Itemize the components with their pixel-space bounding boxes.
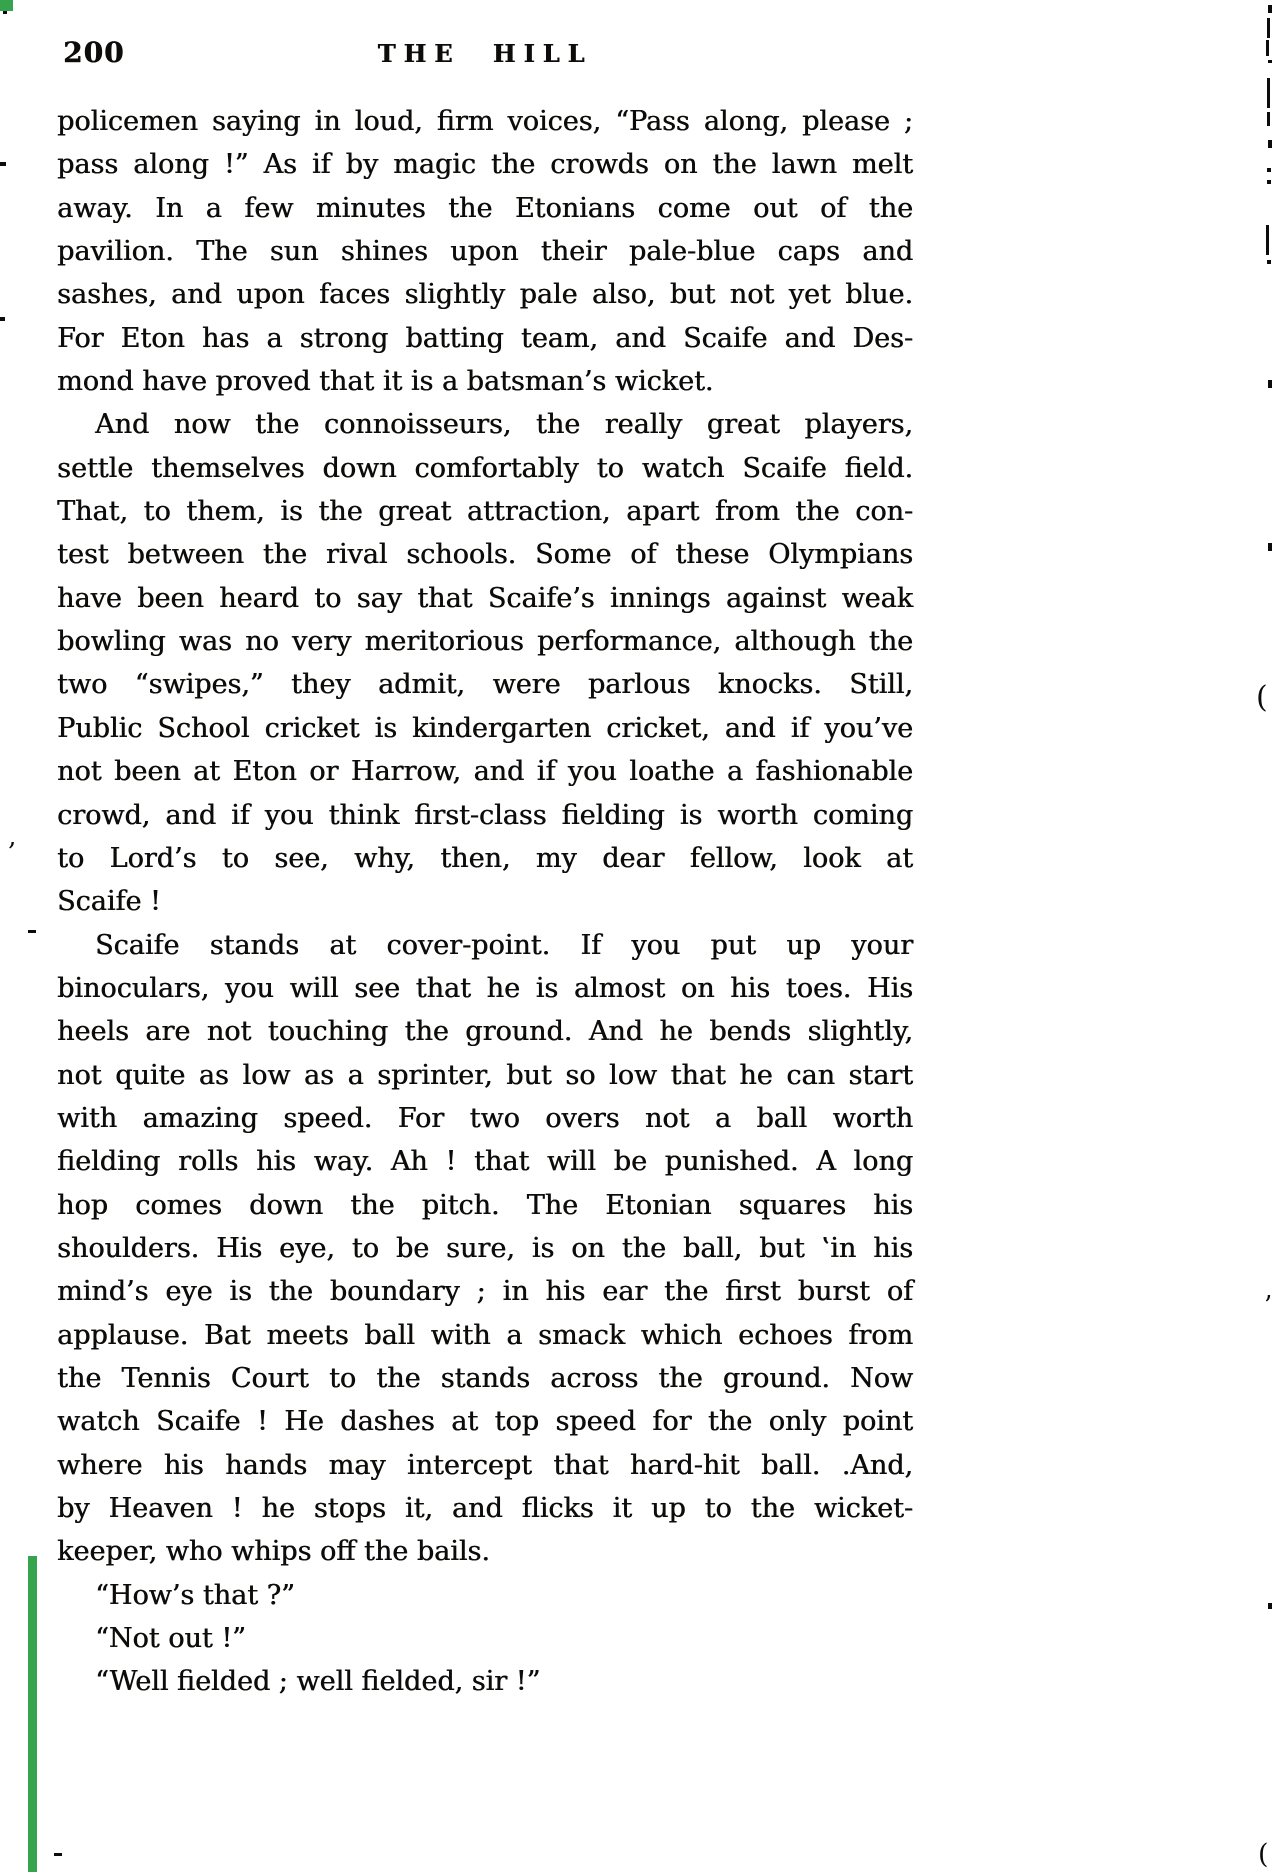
scan-mark-artifact: [1268, 543, 1272, 551]
text-line: Public School cricket is kindergarten cricket, and if you’ve: [57, 712, 913, 744]
scan-mark-artifact: [1267, 78, 1270, 108]
text-line: For Eton has a strong batting team, and Scaife and Des-: [57, 322, 913, 354]
text-line: two “swipes,” they admit, were parlous knocks. Still,: [57, 669, 913, 701]
text-line: hop comes down the pitch. The Etonian squares his: [57, 1189, 913, 1221]
text-line: keeper, who whips off the bails.: [57, 1536, 490, 1568]
scan-mark-artifact: [1267, 112, 1270, 126]
text-line: Scaife !: [57, 886, 161, 918]
text-line: watch Scaife ! He dashes at top speed for the only point: [57, 1406, 913, 1438]
text-line: policemen saying in loud, firm voices, “Pass along, please ;: [57, 106, 913, 137]
text-line: pass along !” As if by magic the crowds on the lawn melt: [57, 149, 913, 181]
text-line: with amazing speed. For two overs not a ball worth: [57, 1102, 913, 1134]
page-number: 200: [63, 36, 125, 69]
text-line: “Well fielded ; well fielded, sir !”: [95, 1666, 541, 1698]
text-line: not quite as low as a sprinter, but so low that he can start: [57, 1059, 913, 1091]
text-line: by Heaven ! he stops it, and flicks it up to the wicket-: [57, 1493, 913, 1524]
text-line: “Not out !”: [95, 1623, 246, 1655]
text-line: away. In a few minutes the Etonians come out of the: [57, 192, 913, 224]
text-line: the Tennis Court to the stands across the ground. Now: [57, 1362, 913, 1394]
text-line: sashes, and upon faces slightly pale also, but not yet blue.: [57, 279, 913, 311]
text-line: heels are not touching the ground. And he bends slightly,: [57, 1016, 913, 1048]
scan-mark-artifact: [1268, 140, 1272, 148]
scan-mark-artifact: [1268, 380, 1272, 388]
scan-mark-artifact: (: [1256, 680, 1268, 715]
text-line: mond have proved that it is a batsman’s wicket.: [57, 366, 714, 398]
scan-mark-artifact: [28, 930, 36, 933]
scan-mark-artifact: [1267, 260, 1271, 264]
scan-mark-artifact: [1267, 168, 1271, 172]
green-edge-artifact: [0, 0, 13, 11]
scan-mark-artifact: [1266, 40, 1269, 56]
scan-mark-artifact: [1268, 5, 1272, 13]
body-text: [57, 100, 913, 1704]
scan-mark-artifact: [0, 162, 6, 166]
text-line: mind’s eye is the boundary ; in his ear the first burst of: [57, 1276, 913, 1308]
scan-mark-artifact: [1268, 1603, 1272, 1609]
running-title: THE HILL: [377, 39, 593, 68]
text-line: fielding rolls his way. Ah ! that will be punished. A long: [57, 1146, 913, 1178]
text-line: bowling was no very meritorious performance, although the: [57, 626, 913, 658]
green-edge-artifact: [28, 1556, 37, 1872]
scan-mark-artifact: [1267, 18, 1270, 38]
text-line: where his hands may intercept that hard-hit ball. .And,: [57, 1449, 913, 1481]
text-line: applause. Bat meets ball with a smack which echoes from: [57, 1319, 913, 1351]
scan-mark-artifact: ‚: [8, 822, 17, 852]
text-line: Scaife stands at cover-point. If you put up your: [95, 929, 913, 961]
text-line: to Lord’s to see, why, then, my dear fellow, look at: [57, 842, 913, 874]
scan-mark-artifact: [1267, 180, 1271, 184]
scan-mark-artifact: [54, 1853, 62, 1856]
scan-mark-artifact: ’: [1264, 1291, 1273, 1321]
text-line: shoulders. His eye, to be sure, is on the ball, but ‛in his: [57, 1232, 913, 1264]
scan-mark-artifact: [1266, 225, 1269, 255]
text-line: crowd, and if you think first-class fielding is worth coming: [57, 799, 913, 831]
scan-mark-artifact: [1268, 60, 1272, 63]
text-line: And now the connoisseurs, the really great players,: [95, 409, 913, 441]
text-line: That, to them, is the great attraction, apart from the con-: [57, 496, 913, 528]
text-line: “How’s that ?”: [95, 1579, 295, 1611]
text-line: not been at Eton or Harrow, and if you loathe a fashionable: [57, 756, 913, 788]
text-line: test between the rival schools. Some of these Olympians: [57, 539, 913, 571]
text-line: pavilion. The sun shines upon their pale-blue caps and: [57, 236, 913, 268]
scan-mark-artifact: (: [1258, 1839, 1269, 1870]
scan-mark-artifact: [0, 317, 5, 321]
text-line: have been heard to say that Scaife’s innings against weak: [57, 582, 913, 614]
text-line: settle themselves down comfortably to watch Scaife field.: [57, 452, 913, 484]
text-line: binoculars, you will see that he is almost on his toes. His: [57, 972, 913, 1004]
